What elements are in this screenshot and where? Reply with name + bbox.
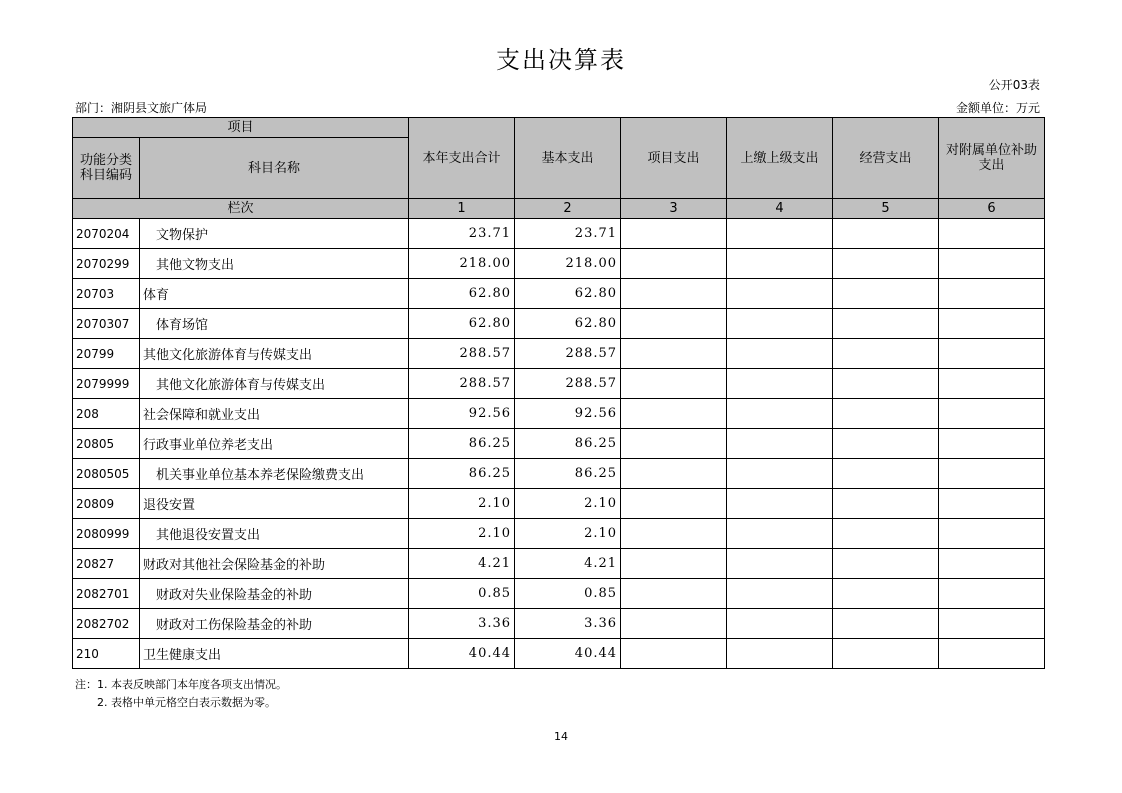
cell-business <box>833 639 939 669</box>
cell-upper <box>727 249 833 279</box>
table-notes <box>75 676 287 712</box>
cell-business <box>833 549 939 579</box>
table-row <box>73 219 1045 249</box>
cell-basic: 86.25 <box>515 429 621 459</box>
cell-total: 62.80 <box>409 279 515 309</box>
cell-name: 财政对工伤保险基金的补助 <box>140 609 409 639</box>
cell-total: 92.56 <box>409 399 515 429</box>
cell-total: 86.25 <box>409 429 515 459</box>
table-row <box>73 609 1045 639</box>
cell-subsidy <box>939 459 1045 489</box>
cell-total: 40.44 <box>409 639 515 669</box>
cell-upper <box>727 309 833 339</box>
cell-basic: 23.71 <box>515 219 621 249</box>
cell-upper <box>727 399 833 429</box>
table-row <box>73 459 1045 489</box>
expenditure-table <box>72 117 1045 669</box>
cell-business <box>833 399 939 429</box>
cell-project <box>621 549 727 579</box>
cell-name: 其他文化旅游体育与传媒支出 <box>140 339 409 369</box>
cell-upper <box>727 369 833 399</box>
cell-code: 2079999 <box>73 369 140 399</box>
cell-business <box>833 489 939 519</box>
cell-business <box>833 219 939 249</box>
column-number: 6 <box>939 199 1045 219</box>
cell-total: 62.80 <box>409 309 515 339</box>
header-business: 经营支出 <box>833 118 939 199</box>
header-code: 功能分类科目编码 <box>73 138 140 199</box>
cell-upper <box>727 279 833 309</box>
page-title: 支出决算表 <box>496 46 626 74</box>
cell-basic: 2.10 <box>515 519 621 549</box>
cell-basic: 288.57 <box>515 369 621 399</box>
cell-subsidy <box>939 519 1045 549</box>
cell-total: 2.10 <box>409 489 515 519</box>
cell-name: 退役安置 <box>140 489 409 519</box>
table-row <box>73 489 1045 519</box>
cell-name: 文物保护 <box>140 219 409 249</box>
note-line: 2. 表格中单元格空白表示数据为零。 <box>97 696 276 709</box>
cell-project <box>621 429 727 459</box>
cell-basic: 3.36 <box>515 609 621 639</box>
header-project: 项目 <box>73 118 409 138</box>
table-row <box>73 399 1045 429</box>
cell-name: 财政对其他社会保险基金的补助 <box>140 549 409 579</box>
cell-project <box>621 249 727 279</box>
department-label: 部门：湘阴县文旅广体局 <box>75 101 208 115</box>
cell-project <box>621 339 727 369</box>
cell-project <box>621 369 727 399</box>
cell-code: 20703 <box>73 279 140 309</box>
cell-code: 2070204 <box>73 219 140 249</box>
cell-basic: 218.00 <box>515 249 621 279</box>
cell-name: 其他退役安置支出 <box>140 519 409 549</box>
cell-code: 20799 <box>73 339 140 369</box>
column-number: 5 <box>833 199 939 219</box>
cell-business <box>833 249 939 279</box>
header-total: 本年支出合计 <box>409 118 515 199</box>
cell-subsidy <box>939 489 1045 519</box>
cell-subsidy <box>939 609 1045 639</box>
cell-basic: 92.56 <box>515 399 621 429</box>
cell-upper <box>727 339 833 369</box>
cell-code: 2082701 <box>73 579 140 609</box>
cell-business <box>833 309 939 339</box>
cell-total: 0.85 <box>409 579 515 609</box>
cell-basic: 40.44 <box>515 639 621 669</box>
cell-total: 3.36 <box>409 609 515 639</box>
form-number: 公开03表 <box>988 78 1040 92</box>
cell-business <box>833 519 939 549</box>
table-row <box>73 309 1045 339</box>
cell-subsidy <box>939 399 1045 429</box>
cell-project <box>621 609 727 639</box>
cell-code: 2070307 <box>73 309 140 339</box>
table-row <box>73 639 1045 669</box>
cell-business <box>833 609 939 639</box>
cell-code: 20805 <box>73 429 140 459</box>
header-upper: 上缴上级支出 <box>727 118 833 199</box>
cell-subsidy <box>939 309 1045 339</box>
table-row <box>73 369 1045 399</box>
table-row <box>73 429 1045 459</box>
note-line: 注：1. 本表反映部门本年度各项支出情况。 <box>75 678 287 691</box>
cell-upper <box>727 219 833 249</box>
header-project-expense: 项目支出 <box>621 118 727 199</box>
cell-code: 210 <box>73 639 140 669</box>
cell-total: 2.10 <box>409 519 515 549</box>
header-name: 科目名称 <box>140 138 409 199</box>
cell-upper <box>727 459 833 489</box>
cell-total: 4.21 <box>409 549 515 579</box>
cell-basic: 86.25 <box>515 459 621 489</box>
cell-code: 2080505 <box>73 459 140 489</box>
cell-project <box>621 309 727 339</box>
cell-project <box>621 399 727 429</box>
cell-total: 288.57 <box>409 339 515 369</box>
column-number: 2 <box>515 199 621 219</box>
cell-business <box>833 339 939 369</box>
cell-project <box>621 519 727 549</box>
cell-total: 86.25 <box>409 459 515 489</box>
cell-subsidy <box>939 549 1045 579</box>
cell-name: 其他文物支出 <box>140 249 409 279</box>
cell-upper <box>727 519 833 549</box>
column-number: 1 <box>409 199 515 219</box>
header-subsidy: 对附属单位补助支出 <box>939 118 1045 199</box>
cell-basic: 4.21 <box>515 549 621 579</box>
column-number: 4 <box>727 199 833 219</box>
cell-name: 卫生健康支出 <box>140 639 409 669</box>
cell-name: 机关事业单位基本养老保险缴费支出 <box>140 459 409 489</box>
cell-code: 20827 <box>73 549 140 579</box>
cell-name: 财政对失业保险基金的补助 <box>140 579 409 609</box>
column-number: 3 <box>621 199 727 219</box>
cell-code: 208 <box>73 399 140 429</box>
cell-business <box>833 459 939 489</box>
cell-name: 社会保障和就业支出 <box>140 399 409 429</box>
cell-total: 288.57 <box>409 369 515 399</box>
table-row <box>73 579 1045 609</box>
cell-business <box>833 369 939 399</box>
cell-subsidy <box>939 579 1045 609</box>
cell-code: 2080999 <box>73 519 140 549</box>
cell-total: 218.00 <box>409 249 515 279</box>
cell-business <box>833 429 939 459</box>
table-row <box>73 519 1045 549</box>
cell-project <box>621 279 727 309</box>
table-row <box>73 339 1045 369</box>
cell-code: 2082702 <box>73 609 140 639</box>
table-row <box>73 279 1045 309</box>
cell-basic: 2.10 <box>515 489 621 519</box>
cell-total: 23.71 <box>409 219 515 249</box>
cell-name: 行政事业单位养老支出 <box>140 429 409 459</box>
cell-project <box>621 489 727 519</box>
cell-upper <box>727 549 833 579</box>
cell-code: 20809 <box>73 489 140 519</box>
cell-upper <box>727 489 833 519</box>
cell-project <box>621 579 727 609</box>
table-row <box>73 549 1045 579</box>
page-number: 14 <box>554 730 568 743</box>
cell-business <box>833 279 939 309</box>
cell-subsidy <box>939 219 1045 249</box>
cell-upper <box>727 429 833 459</box>
cell-project <box>621 639 727 669</box>
cell-name: 体育 <box>140 279 409 309</box>
cell-subsidy <box>939 369 1045 399</box>
cell-project <box>621 459 727 489</box>
cell-name: 其他文化旅游体育与传媒支出 <box>140 369 409 399</box>
cell-subsidy <box>939 249 1045 279</box>
header-basic: 基本支出 <box>515 118 621 199</box>
cell-name: 体育场馆 <box>140 309 409 339</box>
cell-basic: 62.80 <box>515 309 621 339</box>
cell-basic: 288.57 <box>515 339 621 369</box>
cell-subsidy <box>939 639 1045 669</box>
cell-code: 2070299 <box>73 249 140 279</box>
cell-upper <box>727 609 833 639</box>
cell-subsidy <box>939 279 1045 309</box>
cell-upper <box>727 639 833 669</box>
cell-business <box>833 579 939 609</box>
cell-project <box>621 219 727 249</box>
header-row-index: 栏次 <box>73 199 409 219</box>
cell-basic: 0.85 <box>515 579 621 609</box>
cell-subsidy <box>939 339 1045 369</box>
table-row <box>73 249 1045 279</box>
cell-subsidy <box>939 429 1045 459</box>
amount-unit-label: 金额单位：万元 <box>955 101 1040 115</box>
cell-upper <box>727 579 833 609</box>
cell-basic: 62.80 <box>515 279 621 309</box>
